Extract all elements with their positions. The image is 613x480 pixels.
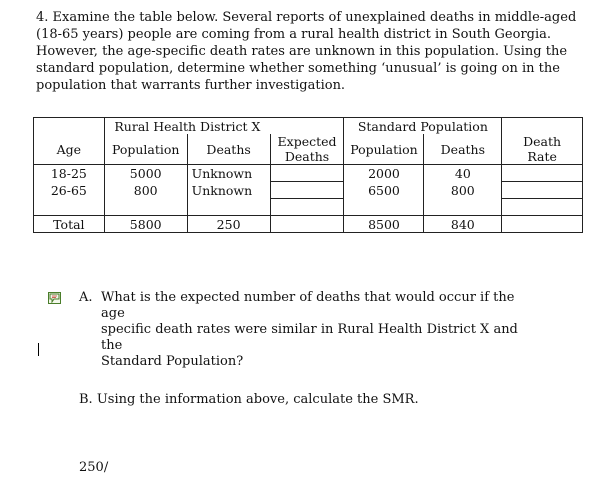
header-rate-line: Rate (527, 149, 557, 164)
table-row (34, 182, 583, 199)
cell-expected[interactable] (270, 165, 344, 182)
comment-badge-icon[interactable] (48, 292, 61, 304)
part-a-line: Standard Population? (101, 354, 244, 369)
cell-total-std-population: 8500 (344, 216, 424, 233)
header-death-rate (502, 134, 583, 165)
group-rural-label: Rural Health District X (104, 118, 270, 135)
part-a-question (79, 290, 549, 370)
cell-age: 26-65 (34, 182, 105, 199)
part-a-line: What is the expected number of deaths that would occur if the age (101, 290, 515, 321)
cell-total-deaths: 250 (187, 216, 270, 233)
part-a-line: specific death rates were similar in Rural Health District X and the (101, 322, 518, 353)
cell-std-population: 2000 (344, 165, 424, 182)
cell-total-label: Total (34, 216, 105, 233)
header-rate-line: Death (523, 134, 562, 149)
question-text (36, 9, 596, 94)
header-std-population: Population (344, 134, 424, 165)
table-header-row (34, 134, 583, 165)
cell-std-population: 6500 (344, 182, 424, 199)
cell-rate[interactable] (502, 182, 583, 199)
table-row (34, 165, 583, 182)
part-a-text (101, 290, 541, 370)
question-line: standard population, determine whether something ‘unusual’ is going on in the (36, 61, 560, 76)
answer-text[interactable]: 250/ (79, 460, 109, 475)
question-line: However, the age-specific death rates are unknown in this population. Using the (36, 44, 568, 59)
cell-population: 5000 (104, 165, 187, 182)
question-line: (18-65 years) people are coming from a rural health district in South Georgia. (36, 27, 552, 42)
cell-deaths: Unknown (187, 165, 270, 182)
cell-expected[interactable] (270, 182, 344, 199)
cell-total-expected[interactable] (270, 216, 344, 233)
header-expected-line: Deaths (284, 149, 330, 164)
table-spacer-row (34, 199, 583, 216)
table-group-row (34, 118, 583, 135)
part-a-label: A. (79, 290, 93, 305)
header-std-deaths: Deaths (424, 134, 502, 165)
header-population: Population (104, 134, 187, 165)
header-expected-line: Expected (277, 134, 337, 149)
cell-deaths: Unknown (187, 182, 270, 199)
cell-population: 800 (104, 182, 187, 199)
cell-total-rate[interactable] (502, 216, 583, 233)
cell-std-deaths: 800 (424, 182, 502, 199)
text-cursor (38, 343, 39, 356)
question-line: 4. Examine the table below. Several reports of unexplained deaths in middle-aged (36, 10, 577, 25)
question-line: population that warrants further investigation. (36, 78, 346, 93)
group-standard-label: Standard Population (344, 118, 502, 135)
cell-total-population: 5800 (104, 216, 187, 233)
part-b-question: B. Using the information above, calculate the SMR. (79, 392, 419, 407)
data-table (33, 117, 583, 233)
header-age: Age (34, 134, 105, 165)
cell-rate[interactable] (502, 165, 583, 182)
cell-age: 18-25 (34, 165, 105, 182)
cell-total-std-deaths: 840 (424, 216, 502, 233)
header-expected-deaths (270, 134, 344, 165)
header-deaths: Deaths (187, 134, 270, 165)
table-total-row (34, 216, 583, 233)
cell-std-deaths: 40 (424, 165, 502, 182)
